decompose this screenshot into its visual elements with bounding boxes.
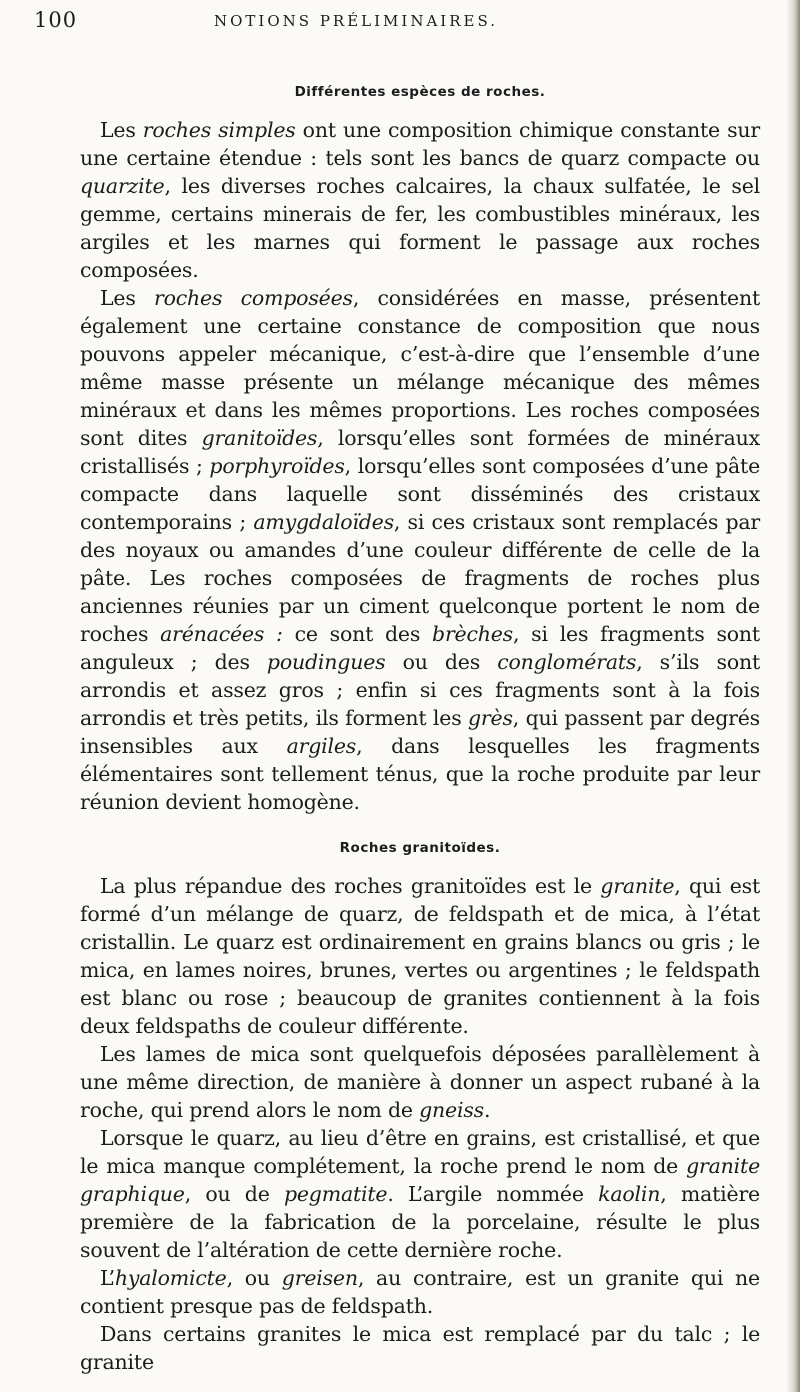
term-breches: brèches — [432, 622, 514, 646]
term-roches-composees: roches composées — [154, 286, 353, 310]
term-poudingues: poudingues — [266, 650, 386, 674]
text-run: , ou de — [184, 1182, 284, 1206]
paragraph-hyalomicte — [80, 1264, 760, 1320]
section-heading-differentes-especes: Différentes espèces de roches. — [294, 84, 546, 100]
page-content — [80, 84, 760, 1376]
text-run: , considérées en masse, présentent également une certaine constance de composition que nous pouvons appeler mécanique, c’est-à-dire que l’ensemble d’une même masse présente un mélange mécanique des mêmes minéraux et dans les mêmes proportions. Les roches composées sont dites — [80, 286, 761, 450]
term-pegmatite: pegmatite — [283, 1182, 388, 1206]
term-quarzite: quarzite — [80, 174, 165, 198]
page-header — [34, 8, 740, 38]
term-amygdaloides: amygdaloïdes — [253, 510, 394, 534]
term-gneiss: gneiss — [419, 1098, 484, 1122]
term-conglomerats: conglomérats — [497, 650, 637, 674]
text-run: , si les fragments sont anguleux ; des — [80, 622, 760, 674]
text-run: , matière première de la fabrication de la porcelaine, résulte le plus souvent de l’altération de cette dernière roche. — [80, 1182, 760, 1262]
text-run: . — [483, 1098, 491, 1122]
section-heading-roches-granitoides: Roches granitoïdes. — [339, 840, 501, 856]
term-kaolin: kaolin — [598, 1182, 661, 1206]
term-granitoides: granitoïdes — [201, 426, 318, 450]
text-run: Les — [100, 118, 143, 142]
paragraph-gneiss — [80, 1040, 760, 1124]
term-argiles: argiles — [286, 734, 357, 758]
term-porphyroides: porphyroïdes — [209, 454, 345, 478]
paragraph-granite — [80, 872, 760, 1040]
paragraph-roches-simples — [80, 116, 760, 284]
text-run: La plus répandue des roches granitoïdes est le — [100, 874, 601, 898]
text-run: Les lames de mica sont quelquefois déposées parallèlement à une même direction, de manière à donner un aspect rubané à la roche, qui prend alors le nom de — [80, 1042, 760, 1122]
page-edge-shadow — [786, 0, 800, 1392]
text-run: , lorsqu’elles sont composées d’une pâte compacte dans laquelle sont disséminés des cristaux contemporains ; — [80, 454, 760, 534]
term-greisen: greisen — [281, 1266, 358, 1290]
text-run: , lorsqu’elles sont formées de minéraux cristallisés ; — [80, 426, 760, 478]
text-run: ont une composition chimique constante sur une certaine étendue : tels sont les bancs de quarz compacte ou — [80, 118, 761, 170]
text-run: ou des — [385, 650, 498, 674]
text-run: ce sont des — [282, 622, 433, 646]
page-number: 100 — [34, 8, 78, 32]
running-title: NOTIONS PRÉLIMINAIRES. — [214, 12, 498, 30]
text-run: Dans certains granites le mica est remplacé par du talc ; le granite — [80, 1322, 760, 1374]
text-run: Les — [100, 286, 154, 310]
text-run: , s’ils sont arrondis et assez gros ; enfin si ces fragments sont à la fois arrondis et très petits, ils forment les — [80, 650, 760, 730]
term-gres: grès — [468, 706, 513, 730]
text-run: , ou — [226, 1266, 282, 1290]
text-run: Lorsque le quarz, au lieu d’être en grains, est cristallisé, et que le mica manque complétement, la roche prend le nom de — [80, 1126, 760, 1178]
term-roches-simples: roches simples — [142, 118, 296, 142]
text-run: , qui passent par degrés insensibles aux — [80, 706, 760, 758]
text-run: . L’argile nommée — [387, 1182, 599, 1206]
text-run: , dans lesquelles les fragments élémentaires sont tellement ténus, que la roche produite par leur réunion devient homogène. — [80, 734, 760, 814]
text-run: L’ — [100, 1266, 115, 1290]
text-run: , qui est formé d’un mélange de quarz, de feldspath et de mica, à l’état cristallin. Le quarz est ordinairement en grains blancs ou gris ; le mica, en lames noires, brunes, vertes ou argentines ; le feldspath est blanc ou rose ; beaucoup de granites contiennent à la fois deux feldspaths de couleur différente. — [80, 874, 760, 1038]
term-arenacees: arénacées : — [160, 622, 283, 646]
term-granite-graphique: granite graphique — [80, 1154, 760, 1206]
paragraph-pegmatite — [80, 1124, 760, 1264]
text-run: , les diverses roches calcaires, la chaux sulfatée, le sel gemme, certains minerais de fer, les combustibles minéraux, les argiles et les marnes qui forment le passage aux roches composées. — [80, 174, 760, 282]
paragraph-roches-composees — [80, 284, 760, 816]
text-run: , si ces cristaux sont remplacés par des noyaux ou amandes d’une couleur différente de celle de la pâte. Les roches composées de fragments de roches plus anciennes réunies par un ciment quelconque portent le nom de roches — [80, 510, 760, 646]
term-granite: granite — [600, 874, 675, 898]
paragraph-talc — [80, 1320, 760, 1376]
term-hyalomicte: hyalomicte — [114, 1266, 227, 1290]
text-run: , au contraire, est un granite qui ne contient presque pas de feldspath. — [80, 1266, 760, 1318]
